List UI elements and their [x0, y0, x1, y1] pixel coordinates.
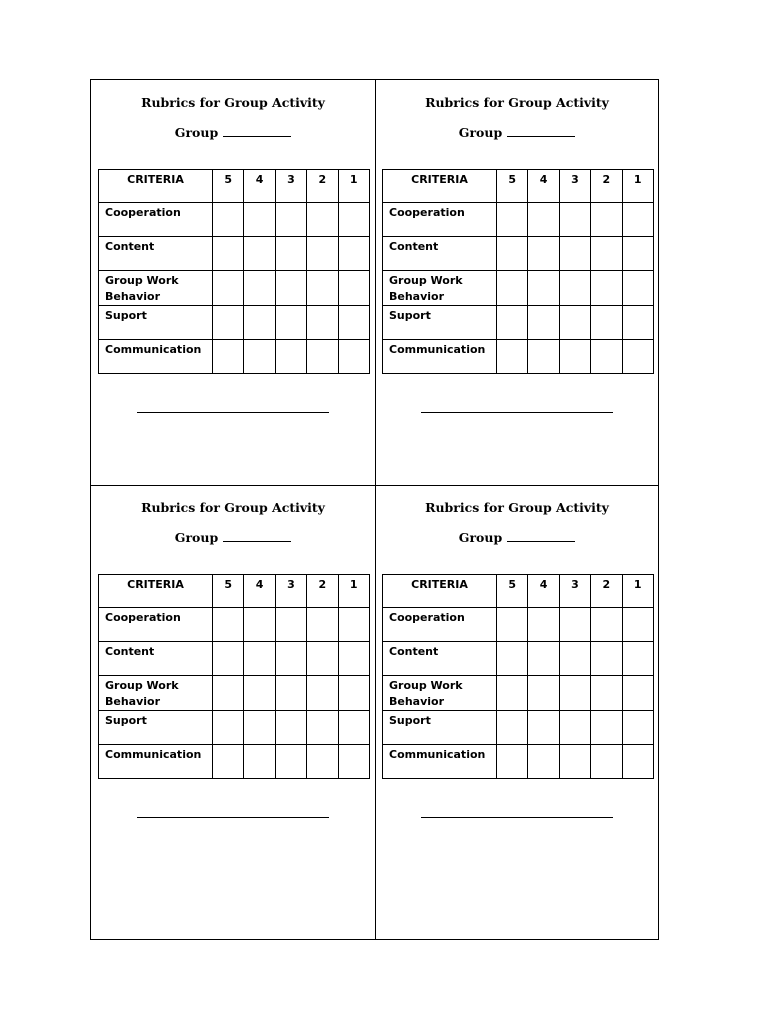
rubric-card-bottom-left: [91, 485, 375, 890]
score-cell[interactable]: [338, 608, 369, 642]
table-row: [99, 237, 370, 271]
table-row: [99, 711, 370, 745]
score-cell[interactable]: [275, 711, 306, 745]
score-cell[interactable]: [244, 676, 275, 711]
score-cell[interactable]: [528, 237, 559, 271]
score-cell[interactable]: [338, 745, 369, 779]
score-cell[interactable]: [307, 745, 338, 779]
score-cell[interactable]: [338, 271, 369, 306]
score-cell[interactable]: [591, 237, 622, 271]
score-cell[interactable]: [528, 203, 559, 237]
score-cell[interactable]: [559, 203, 590, 237]
score-header: 2: [307, 575, 338, 608]
score-cell[interactable]: [497, 676, 528, 711]
score-header: 1: [622, 170, 653, 203]
criterion-label: Suport: [383, 711, 497, 745]
score-header: 3: [559, 170, 590, 203]
score-cell[interactable]: [213, 203, 244, 237]
score-cell[interactable]: [244, 271, 275, 306]
score-cell[interactable]: [213, 608, 244, 642]
score-cell[interactable]: [497, 608, 528, 642]
score-cell[interactable]: [497, 271, 528, 306]
score-cell[interactable]: [559, 608, 590, 642]
score-cell[interactable]: [275, 271, 306, 306]
table-row: [383, 642, 654, 676]
group-label-line: [375, 530, 659, 545]
card-title: Rubrics for Group Activity: [425, 95, 609, 110]
score-cell[interactable]: [213, 745, 244, 779]
score-header: 4: [244, 170, 275, 203]
score-header: 5: [497, 170, 528, 203]
score-cell[interactable]: [622, 237, 653, 271]
table-row: [99, 745, 370, 779]
criterion-label: Content: [99, 237, 213, 271]
table-row: [383, 271, 654, 306]
table-row: [99, 340, 370, 374]
criterion-label: Content: [383, 642, 497, 676]
score-cell[interactable]: [213, 306, 244, 340]
criteria-header: CRITERIA: [99, 575, 213, 608]
table-row: [99, 271, 370, 306]
rubric-table: [382, 169, 654, 374]
score-cell[interactable]: [275, 340, 306, 374]
score-cell[interactable]: [213, 642, 244, 676]
score-header: 2: [591, 575, 622, 608]
criterion-label: Suport: [383, 306, 497, 340]
table-row: [383, 306, 654, 340]
group-label-line: [375, 125, 659, 140]
group-label: Group: [174, 125, 219, 140]
table-header-row: [383, 170, 654, 203]
signature-line[interactable]: [421, 412, 613, 413]
score-cell[interactable]: [528, 608, 559, 642]
score-cell[interactable]: [338, 340, 369, 374]
score-cell[interactable]: [275, 642, 306, 676]
table-row: [99, 203, 370, 237]
score-cell[interactable]: [559, 676, 590, 711]
score-cell[interactable]: [559, 745, 590, 779]
score-cell[interactable]: [591, 340, 622, 374]
criterion-label: Content: [383, 237, 497, 271]
score-cell[interactable]: [213, 676, 244, 711]
score-cell[interactable]: [497, 306, 528, 340]
score-header: 4: [528, 575, 559, 608]
score-cell[interactable]: [591, 676, 622, 711]
score-cell[interactable]: [559, 271, 590, 306]
score-header: 2: [307, 170, 338, 203]
score-cell[interactable]: [622, 203, 653, 237]
score-cell[interactable]: [244, 642, 275, 676]
score-cell[interactable]: [622, 745, 653, 779]
score-cell[interactable]: [244, 203, 275, 237]
score-header: 5: [213, 575, 244, 608]
score-cell[interactable]: [275, 237, 306, 271]
group-label-line: [91, 530, 375, 545]
rubric-table: [382, 574, 654, 779]
table-header-row: [99, 575, 370, 608]
score-header: 2: [591, 170, 622, 203]
criterion-label: Group Work Behavior: [99, 271, 213, 306]
score-header: 3: [559, 575, 590, 608]
score-cell[interactable]: [528, 642, 559, 676]
score-cell[interactable]: [338, 203, 369, 237]
score-cell[interactable]: [528, 711, 559, 745]
score-cell[interactable]: [497, 237, 528, 271]
score-cell[interactable]: [307, 203, 338, 237]
score-cell[interactable]: [559, 306, 590, 340]
score-header: 1: [338, 575, 369, 608]
group-label: Group: [458, 530, 503, 545]
score-cell[interactable]: [307, 676, 338, 711]
score-cell[interactable]: [307, 237, 338, 271]
rubric-sheet: [90, 79, 659, 940]
criteria-header: CRITERIA: [383, 170, 497, 203]
score-cell[interactable]: [275, 306, 306, 340]
score-cell[interactable]: [528, 306, 559, 340]
score-cell[interactable]: [591, 271, 622, 306]
score-cell[interactable]: [244, 745, 275, 779]
score-cell[interactable]: [591, 203, 622, 237]
table-row: [383, 608, 654, 642]
rubric-card-bottom-right: [375, 485, 659, 890]
score-cell[interactable]: [497, 340, 528, 374]
score-cell[interactable]: [559, 340, 590, 374]
criterion-label: Suport: [99, 306, 213, 340]
criterion-label: Communication: [383, 745, 497, 779]
score-cell[interactable]: [338, 237, 369, 271]
score-cell[interactable]: [213, 340, 244, 374]
score-header: 3: [275, 170, 306, 203]
table-row: [383, 711, 654, 745]
score-cell[interactable]: [591, 711, 622, 745]
signature-line[interactable]: [137, 817, 329, 818]
score-cell[interactable]: [591, 642, 622, 676]
score-cell[interactable]: [497, 203, 528, 237]
score-cell[interactable]: [497, 711, 528, 745]
table-row: [99, 676, 370, 711]
score-cell[interactable]: [497, 642, 528, 676]
table-row: [383, 676, 654, 711]
score-cell[interactable]: [622, 340, 653, 374]
criterion-label: Communication: [99, 340, 213, 374]
criterion-label: Cooperation: [383, 203, 497, 237]
criterion-label: Content: [99, 642, 213, 676]
table-row: [99, 608, 370, 642]
score-cell[interactable]: [591, 306, 622, 340]
score-cell[interactable]: [244, 608, 275, 642]
criterion-label: Group Work Behavior: [383, 271, 497, 306]
score-cell[interactable]: [213, 237, 244, 271]
table-row: [99, 642, 370, 676]
score-cell[interactable]: [622, 642, 653, 676]
score-cell[interactable]: [559, 237, 590, 271]
group-label-line: [91, 125, 375, 140]
score-cell[interactable]: [622, 608, 653, 642]
rubric-table: [98, 169, 370, 374]
criterion-label: Suport: [99, 711, 213, 745]
score-cell[interactable]: [622, 306, 653, 340]
card-title: Rubrics for Group Activity: [141, 500, 325, 515]
score-cell[interactable]: [307, 340, 338, 374]
score-cell[interactable]: [307, 711, 338, 745]
score-cell[interactable]: [275, 676, 306, 711]
score-cell[interactable]: [559, 642, 590, 676]
criteria-header: CRITERIA: [383, 575, 497, 608]
criterion-label: Communication: [383, 340, 497, 374]
score-cell[interactable]: [213, 711, 244, 745]
score-cell[interactable]: [244, 711, 275, 745]
criterion-label: Group Work Behavior: [383, 676, 497, 711]
table-header-row: [99, 170, 370, 203]
group-name-blank[interactable]: [223, 126, 291, 137]
criterion-label: Cooperation: [99, 203, 213, 237]
rubric-table: [98, 574, 370, 779]
score-cell[interactable]: [244, 237, 275, 271]
table-row: [383, 745, 654, 779]
card-title: Rubrics for Group Activity: [141, 95, 325, 110]
score-cell[interactable]: [528, 271, 559, 306]
table-row: [99, 306, 370, 340]
score-cell[interactable]: [213, 271, 244, 306]
score-cell[interactable]: [307, 642, 338, 676]
score-header: 1: [622, 575, 653, 608]
signature-line[interactable]: [137, 412, 329, 413]
criterion-label: Communication: [99, 745, 213, 779]
criterion-label: Group Work Behavior: [99, 676, 213, 711]
group-label: Group: [174, 530, 219, 545]
score-cell[interactable]: [338, 711, 369, 745]
score-header: 1: [338, 170, 369, 203]
score-cell[interactable]: [528, 745, 559, 779]
score-header: 3: [275, 575, 306, 608]
group-name-blank[interactable]: [507, 531, 575, 542]
table-row: [383, 237, 654, 271]
score-header: 4: [528, 170, 559, 203]
score-cell[interactable]: [497, 745, 528, 779]
score-cell[interactable]: [622, 271, 653, 306]
criteria-header: CRITERIA: [99, 170, 213, 203]
score-cell[interactable]: [307, 306, 338, 340]
criterion-label: Cooperation: [383, 608, 497, 642]
score-cell[interactable]: [275, 608, 306, 642]
score-cell[interactable]: [307, 608, 338, 642]
score-cell[interactable]: [338, 676, 369, 711]
score-cell[interactable]: [622, 676, 653, 711]
score-cell[interactable]: [528, 676, 559, 711]
score-cell[interactable]: [528, 340, 559, 374]
table-row: [383, 340, 654, 374]
score-header: 4: [244, 575, 275, 608]
rubric-card-top-left: [91, 80, 375, 485]
criterion-label: Cooperation: [99, 608, 213, 642]
table-row: [383, 203, 654, 237]
card-title: Rubrics for Group Activity: [425, 500, 609, 515]
score-cell[interactable]: [244, 340, 275, 374]
score-cell[interactable]: [591, 745, 622, 779]
group-label: Group: [458, 125, 503, 140]
group-name-blank[interactable]: [223, 531, 291, 542]
score-header: 5: [213, 170, 244, 203]
score-cell[interactable]: [338, 306, 369, 340]
score-cell[interactable]: [622, 711, 653, 745]
score-cell[interactable]: [275, 745, 306, 779]
table-header-row: [383, 575, 654, 608]
score-cell[interactable]: [559, 711, 590, 745]
rubric-card-top-right: [375, 80, 659, 485]
score-cell[interactable]: [591, 608, 622, 642]
score-cell[interactable]: [275, 203, 306, 237]
signature-line[interactable]: [421, 817, 613, 818]
score-cell[interactable]: [244, 306, 275, 340]
score-cell[interactable]: [338, 642, 369, 676]
score-cell[interactable]: [307, 271, 338, 306]
group-name-blank[interactable]: [507, 126, 575, 137]
score-header: 5: [497, 575, 528, 608]
